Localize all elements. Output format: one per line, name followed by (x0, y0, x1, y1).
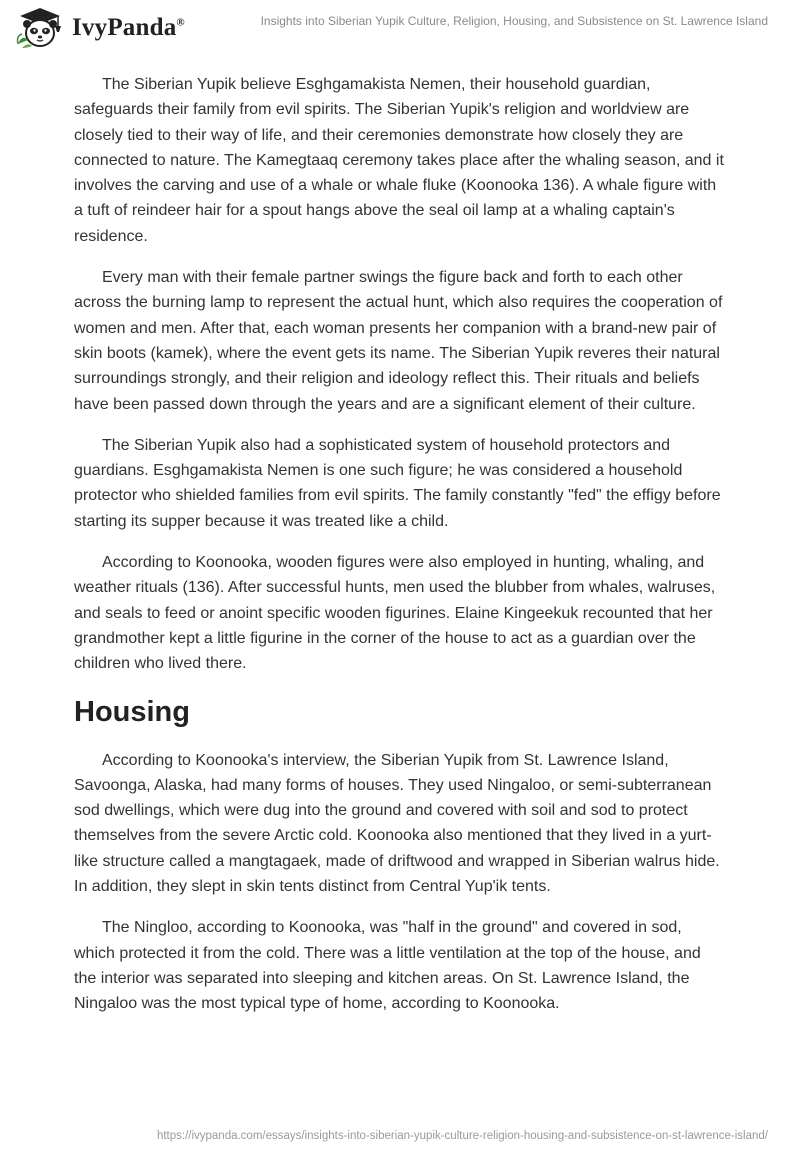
section-heading-housing: Housing (74, 695, 190, 728)
ivypanda-logo[interactable] (14, 6, 185, 50)
paragraph: The Ningloo, according to Koonooka, was "half in the ground" and covered in sod, which protected it from the cold. There was a little ventilation at the top of the house, and the interior was separated into sleeping and kitchen areas. On St. Lawrence Island, the Ningaloo was the most typical type of home, according to Koonooka. (74, 919, 701, 1013)
article-body (74, 72, 724, 1033)
paragraph: Every man with their female partner swings the figure back and forth to each other across the burning lamp to represent the actual hunt, which also requires the cooperation of women and men. After that, each woman presents her companion with a brand-new pair of skin boots (kamek), where the event gets its name. The Siberian Yupik reveres their natural surroundings strongly, and their religion and ideology reflect this. Their rituals and beliefs have been passed down through the years and are a significant element of their culture. (74, 269, 723, 413)
page-header (0, 0, 800, 56)
paragraph: According to Koonooka's interview, the Siberian Yupik from St. Lawrence Island, Savoonga, Alaska, had many forms of houses. They used Ningaloo, or semi-subterranean sod dwellings, which were dug into the ground and covered with soil and sod to protect themselves from the severe Arctic cold. Koonooka also mentioned that they lived in a yurt-like structure called a mangtagaek, made of driftwood and wrapped in Siberian walrus hide. In addition, they slept in skin tents distinct from Central Yup'ik tents. (74, 751, 720, 896)
paragraph: The Siberian Yupik also had a sophisticated system of household protectors and guardians. Esghgamakista Nemen is one such figure; he was considered a household protector who shielded families from evil spirits. The family constantly "fed" the effigy before starting its supper because it was treated like a child. (74, 436, 721, 530)
paragraph: The Siberian Yupik believe Esghgamakista Nemen, their household guardian, safeguards their family from evil spirits. The Siberian Yupik's religion and worldview are closely tied to their way of life, and their ceremonies demonstrate how closely they are connected to nature. The Kamegtaaq ceremony takes place after the whaling season, and it involves the carving and use of a whale or whale fluke (Koonooka 136). A whale figure with a tuft of reindeer hair for a spout hangs above the seal oil lamp at a whaling captain's residence. (74, 76, 724, 245)
graduation-cap-panda-icon (14, 6, 66, 50)
paragraph: According to Koonooka, wooden figures were also employed in hunting, whaling, and weather rituals (136). After successful hunts, men used the blubber from whales, walruses, and seals to feed or anoint specific wooden figurines. Elaine Kingeekuk recounted that her grandmother kept a little figurine in the corner of the house to act as a guardian over the children who lived there. (74, 554, 716, 673)
brand-name: IvyPanda® (72, 14, 185, 41)
source-url[interactable]: https://ivypanda.com/essays/insights-into-siberian-yupik-culture-religion-housing-and-subsistence-on-st-lawrence-island/ (156, 1130, 768, 1142)
document-title: Insights into Siberian Yupik Culture, Religion, Housing, and Subsistence on St. Lawrence Island (260, 14, 768, 28)
